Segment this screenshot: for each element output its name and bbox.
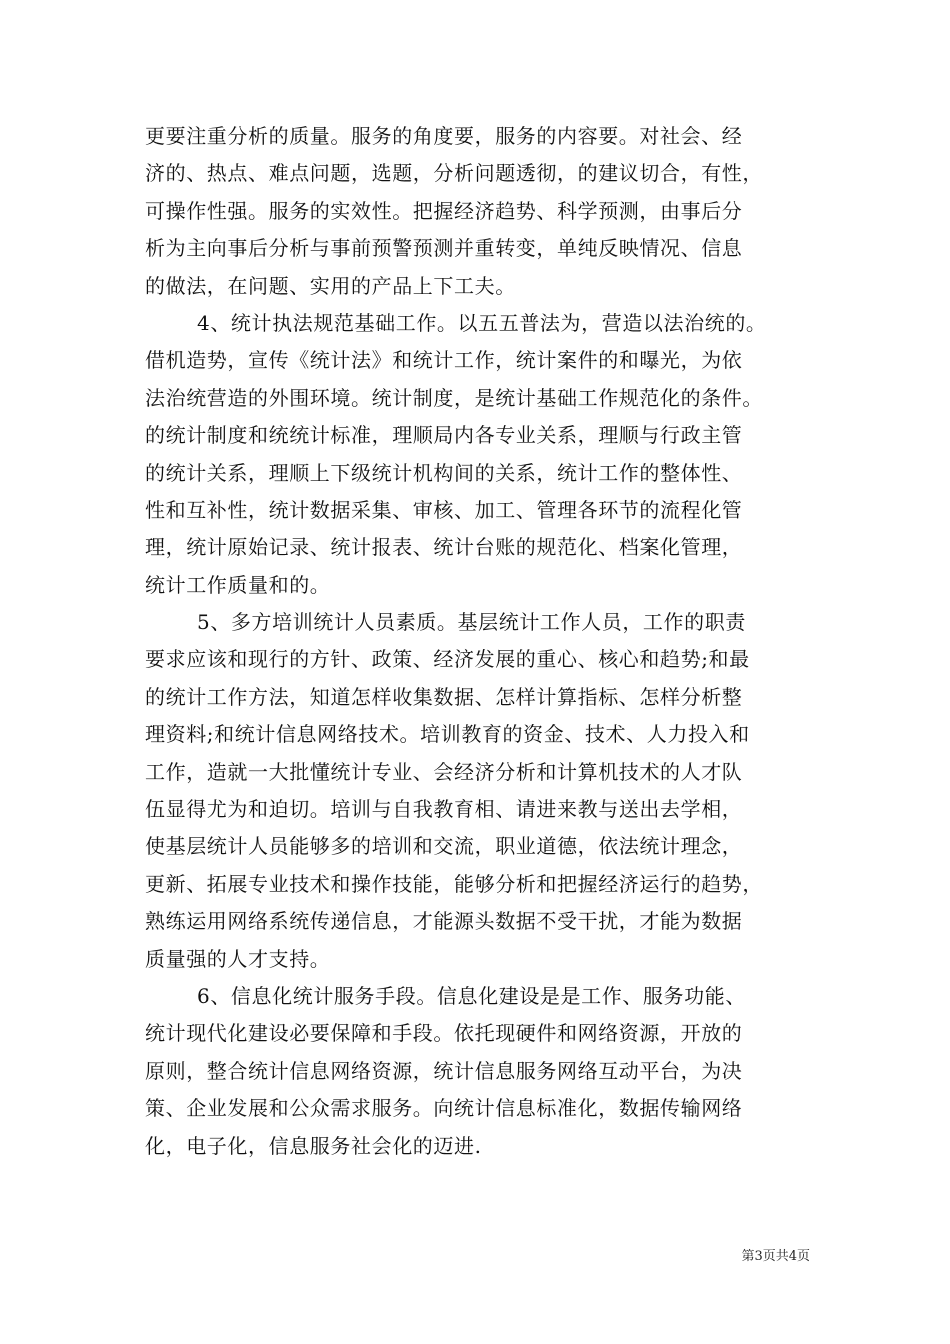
text-line: 工作，造就一大批懂统计专业、会经济分析和计算机技术的人才队 <box>145 759 743 784</box>
text-line: 化，电子化，信息服务社会化的迈进. <box>145 1133 482 1158</box>
text-line: 更新、拓展专业技术和操作技能，能够分析和把握经济运行的趋势， <box>145 871 763 896</box>
text-line: 的统计关系，理顺上下级统计机构间的关系，统计工作的整体性、 <box>145 460 743 485</box>
text-line: 理，统计原始记录、统计报表、统计台账的规范化、档案化管理， <box>145 535 743 560</box>
paragraph-6-first-line: 6、信息化统计服务手段。信息化建设是是工作、服务功能、 <box>197 983 746 1008</box>
document-body <box>145 118 807 1165</box>
text-line: 策、企业发展和公众需求服务。向统计信息标准化，数据传输网络 <box>145 1096 743 1121</box>
text-line: 析为主向事后分析与事前预警预测并重转变，单纯反映情况、信息 <box>145 236 743 261</box>
text-line: 理资料;和统计信息网络技术。培训教育的资金、技术、人力投入和 <box>145 722 750 747</box>
text-line: 的统计制度和统统计标准，理顺局内各专业关系，理顺与行政主管 <box>145 423 743 448</box>
text-line: 熟练运用网络系统传递信息，才能源头数据不受干扰，才能为数据 <box>145 909 743 934</box>
text-line: 更要注重分析的质量。服务的角度要，服务的内容要。对社会、经 <box>145 124 743 148</box>
paragraph-5-first-line: 5、多方培训统计人员素质。基层统计工作人员，工作的职责 <box>197 610 746 635</box>
text-line: 性和互补性，统计数据采集、审核、加工、管理各环节的流程化管 <box>145 497 743 522</box>
text-line: 统计工作质量和的。 <box>145 572 331 597</box>
text-line: 的做法，在问题、实用的产品上下工夫。 <box>145 273 516 298</box>
paragraph-4-first-line: 4、统计执法规范基础工作。以五五普法为，营造以法治统的。 <box>197 310 767 335</box>
text-line: 质量强的人才支持。 <box>145 946 331 971</box>
text-line: 原则，整合统计信息网络资源，统计信息服务网络互动平台，为决 <box>145 1058 743 1083</box>
text-line: 可操作性强。服务的实效性。把握经济趋势、科学预测，由事后分 <box>145 198 743 223</box>
text-line: 统计现代化建设必要保障和手段。依托现硬件和网络资源，开放的 <box>145 1021 743 1046</box>
text-line: 的统计工作方法，知道怎样收集数据、怎样计算指标、怎样分析整 <box>145 684 743 709</box>
page-number-footer: 第3页共4页 <box>741 1249 810 1264</box>
text-line: 法治统营造的外围环境。统计制度，是统计基础工作规范化的条件。 <box>145 385 763 410</box>
text-line: 借机造势，宣传《统计法》和统计工作，统计案件的和曝光，为依 <box>145 348 743 373</box>
text-line: 使基层统计人员能够多的培训和交流，职业道德，依法统计理念， <box>145 834 743 859</box>
text-line: 要求应该和现行的方针、政策、经济发展的重心、核心和趋势;和最 <box>145 647 750 672</box>
text-line: 济的、热点、难点问题，选题，分析问题透彻，的建议切合，有性， <box>145 161 763 186</box>
text-line: 伍显得尤为和迫切。培训与自我教育相、请进来教与送出去学相， <box>145 797 743 822</box>
